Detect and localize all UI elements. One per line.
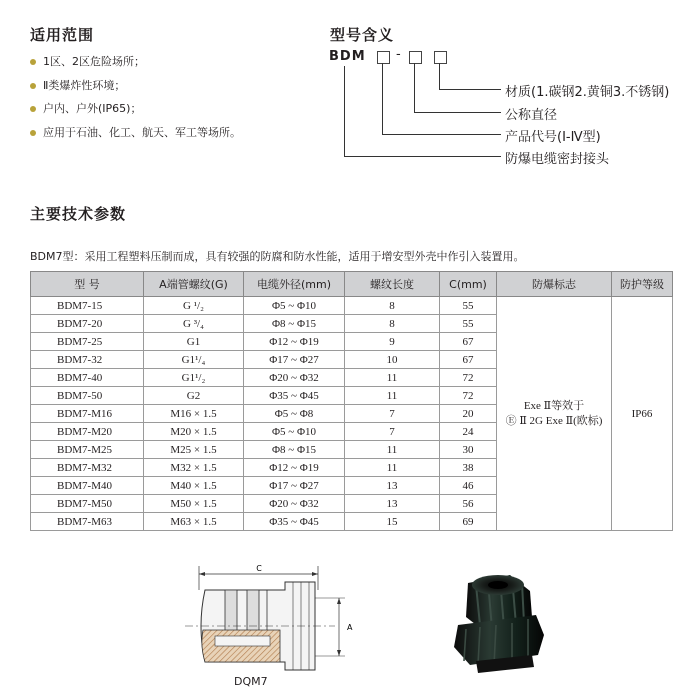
cell-cable-od: Φ17 ~ Φ27 (244, 477, 345, 495)
cell-model: BDM7-25 (31, 333, 144, 351)
ex-mark-line: Ⓔ Ⅱ 2G Exe Ⅱ(欧标) (505, 414, 603, 427)
cell-ex-mark (497, 297, 612, 531)
col-header-ex-mark: 防爆标志 (497, 272, 612, 297)
leader-line (414, 63, 415, 112)
spec-table (30, 271, 673, 531)
cell-thread-length: 11 (345, 369, 440, 387)
cell-thread: M40 × 1.5 (144, 477, 244, 495)
model-code: BDM (329, 49, 366, 64)
cell-c: 67 (440, 351, 497, 369)
cell-thread-length: 9 (345, 333, 440, 351)
model-dash: - (396, 47, 401, 62)
cell-cable-od: Φ8 ~ Φ15 (244, 315, 345, 333)
cell-model: BDM7-M50 (31, 495, 144, 513)
cell-cable-od: Φ5 ~ Φ8 (244, 405, 345, 423)
leader-line (382, 63, 383, 134)
leader-line (344, 156, 501, 157)
cell-thread-length: 10 (345, 351, 440, 369)
cell-protection: IP66 (612, 297, 673, 531)
cell-thread: M16 × 1.5 (144, 405, 244, 423)
cell-cable-od: Φ5 ~ Φ10 (244, 423, 345, 441)
col-header-model: 型 号 (31, 272, 144, 297)
scope-item: 应用于石油、化工、航天、军工等场所。 (30, 126, 241, 150)
leader-line (344, 66, 345, 156)
cell-thread: G2 (144, 387, 244, 405)
cell-model: BDM7-40 (31, 369, 144, 387)
cell-thread-length: 15 (345, 513, 440, 531)
cell-thread: M63 × 1.5 (144, 513, 244, 531)
cell-model: BDM7-M25 (31, 441, 144, 459)
cell-model: BDM7-32 (31, 351, 144, 369)
cell-model: BDM7-20 (31, 315, 144, 333)
cell-cable-od: Φ35 ~ Φ45 (244, 513, 345, 531)
cell-cable-od: Φ20 ~ Φ32 (244, 369, 345, 387)
leader-line (439, 89, 501, 90)
cell-thread: M32 × 1.5 (144, 459, 244, 477)
cell-model: BDM7-M32 (31, 459, 144, 477)
cell-cable-od: Φ12 ~ Φ19 (244, 333, 345, 351)
cell-c: 55 (440, 297, 497, 315)
cell-c: 56 (440, 495, 497, 513)
cell-cable-od: Φ5 ~ Φ10 (244, 297, 345, 315)
cell-thread: G1¹/₄ (144, 351, 244, 369)
cell-model: BDM7-M63 (31, 513, 144, 531)
specs-heading: 主要技术参数 (30, 205, 127, 223)
cell-thread-length: 11 (345, 387, 440, 405)
col-header-thread: A端管螺纹(G) (144, 272, 244, 297)
drawing-caption: DQM7 (234, 675, 268, 688)
cell-thread-length: 13 (345, 495, 440, 513)
model-label-product-name: 防爆电缆密封接头 (505, 152, 610, 167)
model-label-product-code: 产品代号(Ⅰ-Ⅳ型) (505, 130, 601, 145)
scope-item: Ⅱ类爆炸性环境； (30, 79, 241, 103)
cell-thread-length: 7 (345, 405, 440, 423)
model-slot-box (377, 51, 390, 64)
model-label-material: 材质(1.碳钢2.黄铜3.不锈钢) (505, 85, 670, 100)
dim-a-label: A (347, 623, 353, 632)
cell-c: 72 (440, 387, 497, 405)
cell-model: BDM7-M20 (31, 423, 144, 441)
cell-thread-length: 8 (345, 315, 440, 333)
cell-model: BDM7-50 (31, 387, 144, 405)
scope-item: 1区、2区危险场所； (30, 55, 241, 79)
model-meaning-heading: 型号含义 (330, 26, 395, 44)
specs-intro: BDM7型：采用工程塑料压制而成，具有较强的防腐和防水性能，适用于增安型外壳中作引入装置用。 (30, 250, 525, 263)
cell-model: BDM7-M40 (31, 477, 144, 495)
cable-gland-photo (440, 565, 555, 677)
cell-c: 67 (440, 333, 497, 351)
cell-cable-od: Φ17 ~ Φ27 (244, 351, 345, 369)
leader-line (414, 112, 501, 113)
cell-c: 55 (440, 315, 497, 333)
cell-thread: M25 × 1.5 (144, 441, 244, 459)
col-header-c: C(mm) (440, 272, 497, 297)
model-slot-box (434, 51, 447, 64)
cell-cable-od: Φ12 ~ Φ19 (244, 459, 345, 477)
col-header-protection: 防护等级 (612, 272, 673, 297)
cell-thread: M50 × 1.5 (144, 495, 244, 513)
leader-line (439, 63, 440, 89)
cell-model: BDM7-M16 (31, 405, 144, 423)
col-header-cable-od: 电缆外径(mm) (244, 272, 345, 297)
cell-c: 30 (440, 441, 497, 459)
cell-thread: G1 (144, 333, 244, 351)
cell-thread-length: 8 (345, 297, 440, 315)
ex-mark-line: Exe Ⅱ等效于 (523, 399, 585, 412)
cell-thread-length: 13 (345, 477, 440, 495)
cell-thread: G ³/₄ (144, 315, 244, 333)
table-row (31, 297, 673, 315)
cell-c: 20 (440, 405, 497, 423)
scope-heading: 适用范围 (30, 26, 95, 44)
cell-c: 24 (440, 423, 497, 441)
cell-thread-length: 11 (345, 441, 440, 459)
cell-thread-length: 11 (345, 459, 440, 477)
table-header-row (31, 272, 673, 297)
cell-c: 46 (440, 477, 497, 495)
model-label-diameter: 公称直径 (505, 108, 558, 123)
col-header-thread-length: 螺纹长度 (345, 272, 440, 297)
scope-list (30, 55, 241, 149)
cell-thread: G1¹/₂ (144, 369, 244, 387)
cell-c: 69 (440, 513, 497, 531)
cell-thread: G ¹/₂ (144, 297, 244, 315)
cell-c: 38 (440, 459, 497, 477)
cell-thread-length: 7 (345, 423, 440, 441)
scope-item: 户内、户外(IP65)； (30, 102, 241, 126)
cell-cable-od: Φ8 ~ Φ15 (244, 441, 345, 459)
cell-thread: M20 × 1.5 (144, 423, 244, 441)
cell-model: BDM7-15 (31, 297, 144, 315)
cell-cable-od: Φ35 ~ Φ45 (244, 387, 345, 405)
cell-c: 72 (440, 369, 497, 387)
model-slot-box (409, 51, 422, 64)
dim-c-label: C (256, 564, 262, 573)
cable-gland-drawing (185, 560, 365, 675)
cell-cable-od: Φ20 ~ Φ32 (244, 495, 345, 513)
leader-line (382, 134, 501, 135)
